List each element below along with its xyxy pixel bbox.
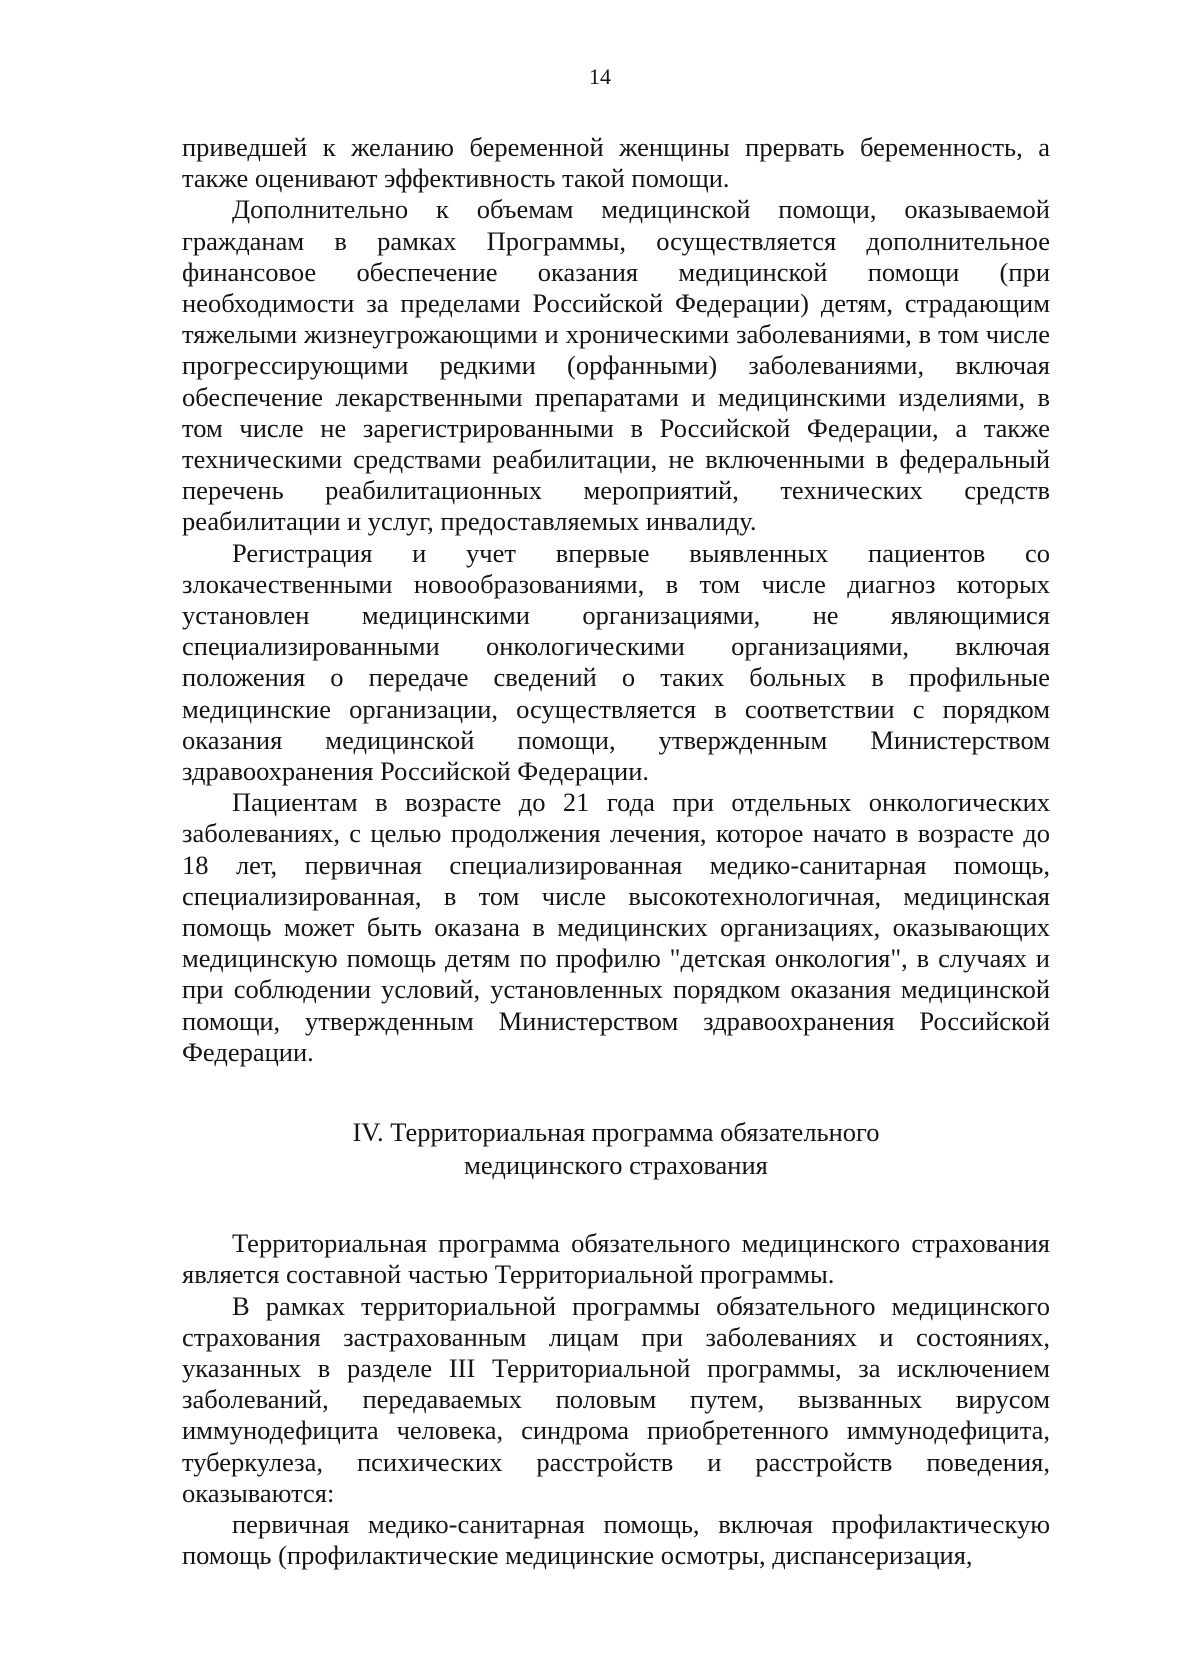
paragraph: Пациентам в возрасте до 21 года при отдельных онкологических заболеваниях, с целью продолжения лечения, которое начато в возрасте до 18 лет, первичная специализированная медико-санитарная помощь, специализированная, в том числе высокотехнологичная, медицинская помощь может быть оказана в медицинских организациях, оказывающих медицинскую помощь детям по профилю "детская онкология", в случаях и при соблюдении условий, установленных порядком оказания медицинской помощи, утвержденным Министерством здравоохранения Российской Федерации.: [182, 787, 1050, 1067]
paragraph: Регистрация и учет впервые выявленных пациентов со злокачественными новообразованиями, в том числе диагноз которых установлен медицинскими организациями, не являющимися специализированными онкологическими организациями, включая положения о передаче сведений о таких больных в профильные медицинские организации, осуществляется в соответствии с порядком оказания медицинской помощи, утвержденным Министерством здравоохранения Российской Федерации.: [182, 537, 1050, 787]
document-body: [182, 132, 1050, 1571]
paragraph: приведшей к желанию беременной женщины прервать беременность, а также оценивают эффективность такой помощи.: [182, 132, 1050, 194]
paragraph: первичная медико-санитарная помощь, включая профилактическую помощь (профилактические медицинские осмотры, диспансеризация,: [182, 1508, 1050, 1571]
paragraph: Дополнительно к объемам медицинской помощи, оказываемой гражданам в рамках Программы, осуществляется дополнительное финансовое обеспечение оказания медицинской помощи (при необходимости за пределами Российской Федерации) детям, страдающим тяжелыми жизнеугрожающими и хроническими заболеваниями, в том числе прогрессирующими редкими (орфанными) заболеваниями, включая обеспечение лекарственными препаратами и медицинскими изделиями, в том числе не зарегистрированными в Российской Федерации, а также техническими средствами реабилитации, не включенными в федеральный перечень реабилитационных мероприятий, технических средств реабилитации и услуг, предоставляемых инвалиду.: [182, 194, 1050, 537]
paragraph: Территориальная программа обязательного медицинского страхования является составной частью Территориальной программы.: [182, 1228, 1050, 1290]
section-heading-line-2: медицинского страхования: [464, 1150, 768, 1181]
section-heading-line-1: IV. Территориальная программа обязательного: [352, 1117, 880, 1148]
paragraph: В рамках территориальной программы обязательного медицинского страхования застрахованным лицам при заболеваниях и состояниях, указанных в разделе III Территориальной программы, за исключением заболеваний, передаваемых половым путем, вызванных вирусом иммунодефицита человека, синдрома приобретенного иммунодефицита, туберкулеза, психических расстройств и расстройств поведения, оказываются:: [182, 1290, 1050, 1508]
page-number: 14: [589, 64, 611, 89]
section-heading: [182, 1116, 1050, 1182]
